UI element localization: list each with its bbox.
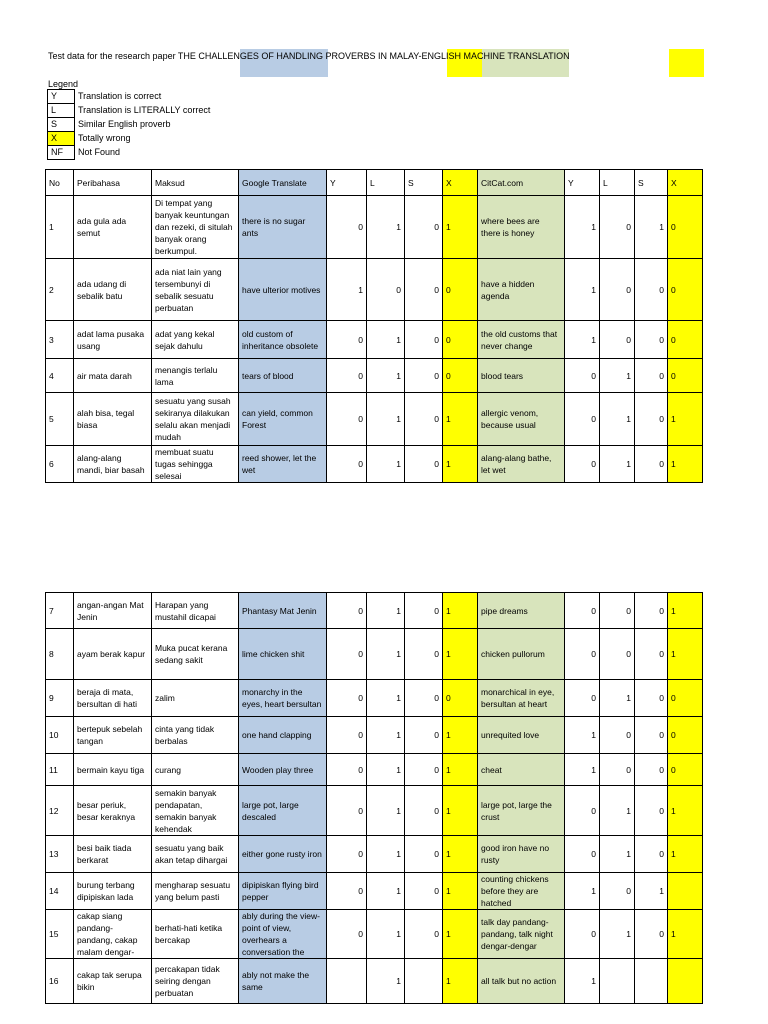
cell-no: 2 — [46, 259, 74, 321]
cell-citcat-l: 0 — [600, 196, 635, 259]
cell-citcat-y: 1 — [565, 754, 600, 786]
cell-google-l: 1 — [367, 786, 405, 836]
cell-google-translate: ably not make the same — [239, 959, 327, 1004]
cell-citcat-x: 0 — [668, 754, 703, 786]
cell-google-l: 1 — [367, 196, 405, 259]
cell-citcat-y: 0 — [565, 836, 600, 873]
cell-maksud: Harapan yang mustahil dicapai — [152, 593, 239, 629]
cell-google-translate: monarchy in the eyes, heart bersultan — [239, 680, 327, 717]
cell-citcat-s: 0 — [635, 680, 668, 717]
cell-google-translate: one hand clapping — [239, 717, 327, 754]
cell-maksud: Di tempat yang banyak keuntungan dan rezeki, di situlah banyak orang berkumpul. — [152, 196, 239, 259]
cell-maksud: menangis terlalu lama — [152, 359, 239, 393]
cell-citcat-l: 1 — [600, 393, 635, 446]
table-row — [46, 359, 703, 393]
cell-no: 11 — [46, 754, 74, 786]
cell-citcat: all talk but no action — [478, 959, 565, 1004]
cell-citcat-s: 0 — [635, 910, 668, 959]
cell-google-translate: either gone rusty iron — [239, 836, 327, 873]
header-peribahasa: Peribahasa — [74, 170, 152, 196]
cell-google-s: 0 — [405, 910, 443, 959]
cell-maksud: berhati-hati ketika bercakap — [152, 910, 239, 959]
cell-google-l: 1 — [367, 359, 405, 393]
cell-citcat-l: 0 — [600, 717, 635, 754]
cell-peribahasa: ayam berak kapur — [74, 629, 152, 680]
cell-google-s: 0 — [405, 359, 443, 393]
cell-citcat-x: 1 — [668, 910, 703, 959]
cell-google-x: 1 — [443, 910, 478, 959]
legend-item — [48, 90, 214, 104]
title-highlight-yellow-right — [669, 49, 704, 77]
table-row — [46, 786, 703, 836]
cell-citcat-y: 0 — [565, 910, 600, 959]
cell-google-translate: Phantasy Mat Jenin — [239, 593, 327, 629]
cell-citcat-l: 1 — [600, 446, 635, 483]
cell-no: 4 — [46, 359, 74, 393]
cell-peribahasa: alang-alang mandi, biar basah — [74, 446, 152, 483]
cell-google-s: 0 — [405, 786, 443, 836]
cell-citcat-y: 0 — [565, 359, 600, 393]
cell-citcat-s: 0 — [635, 393, 668, 446]
cell-google-l: 1 — [367, 680, 405, 717]
cell-citcat: alang-alang bathe, let wet — [478, 446, 565, 483]
table-row — [46, 259, 703, 321]
table-row — [46, 717, 703, 754]
cell-google-translate: Wooden play three — [239, 754, 327, 786]
header-citcat-y: Y — [565, 170, 600, 196]
cell-citcat-y: 0 — [565, 593, 600, 629]
cell-citcat-s: 0 — [635, 359, 668, 393]
cell-google-l: 1 — [367, 754, 405, 786]
cell-no: 14 — [46, 873, 74, 910]
cell-citcat-l: 1 — [600, 359, 635, 393]
header-google-y: Y — [327, 170, 367, 196]
cell-google-s: 0 — [405, 717, 443, 754]
cell-no: 9 — [46, 680, 74, 717]
cell-citcat-x: 1 — [668, 446, 703, 483]
cell-google-y: 0 — [327, 717, 367, 754]
cell-google-l: 1 — [367, 959, 405, 1004]
cell-google-s: 0 — [405, 873, 443, 910]
cell-no: 5 — [46, 393, 74, 446]
cell-google-y: 0 — [327, 196, 367, 259]
table-row — [46, 446, 703, 483]
cell-citcat-s: 0 — [635, 259, 668, 321]
cell-google-x: 1 — [443, 629, 478, 680]
cell-maksud: Muka pucat kerana sedang sakit — [152, 629, 239, 680]
legend-code: NF — [48, 146, 75, 160]
page-title: Test data for the research paper THE CHALLENGES OF HANDLING PROVERBS IN MALAY-ENGLISH MACHINE TRANSLATION — [48, 51, 570, 61]
cell-google-s: 0 — [405, 196, 443, 259]
cell-no: 6 — [46, 446, 74, 483]
cell-google-x: 1 — [443, 786, 478, 836]
cell-google-x: 1 — [443, 754, 478, 786]
legend-code: L — [48, 104, 75, 118]
cell-google-translate: ably during the view-point of view, overhears a conversation the — [239, 910, 327, 959]
cell-citcat-x: 0 — [668, 680, 703, 717]
cell-citcat-x: 0 — [668, 196, 703, 259]
cell-citcat: chicken pullorum — [478, 629, 565, 680]
table-row — [46, 629, 703, 680]
cell-peribahasa: beraja di mata, bersultan di hati — [74, 680, 152, 717]
cell-google-translate: old custom of inheritance obsolete — [239, 321, 327, 359]
cell-google-x: 1 — [443, 446, 478, 483]
cell-google-l: 1 — [367, 873, 405, 910]
cell-google-y: 0 — [327, 593, 367, 629]
cell-google-s: 0 — [405, 259, 443, 321]
header-google-l: L — [367, 170, 405, 196]
cell-maksud: mengharap sesuatu yang belum pasti — [152, 873, 239, 910]
cell-google-translate: tears of blood — [239, 359, 327, 393]
header-no: No — [46, 170, 74, 196]
cell-citcat-l: 0 — [600, 873, 635, 910]
cell-citcat-y: 0 — [565, 393, 600, 446]
cell-citcat-x: 1 — [668, 786, 703, 836]
cell-citcat-s — [635, 959, 668, 1004]
legend-label: Legend — [48, 79, 79, 89]
cell-google-y: 0 — [327, 873, 367, 910]
legend-code: S — [48, 118, 75, 132]
header-citcat-x: X — [668, 170, 703, 196]
cell-citcat-l: 0 — [600, 259, 635, 321]
cell-maksud: sesuatu yang susah sekiranya dilakukan selalu akan menjadi mudah — [152, 393, 239, 446]
cell-google-s: 0 — [405, 321, 443, 359]
cell-google-x: 1 — [443, 836, 478, 873]
cell-citcat-x: 1 — [668, 836, 703, 873]
results-table-1 — [45, 169, 703, 483]
cell-no: 12 — [46, 786, 74, 836]
cell-google-y: 1 — [327, 259, 367, 321]
table-row — [46, 959, 703, 1004]
cell-google-x: 1 — [443, 593, 478, 629]
legend-item — [48, 132, 214, 146]
cell-no: 10 — [46, 717, 74, 754]
cell-no: 15 — [46, 910, 74, 959]
cell-google-y: 0 — [327, 446, 367, 483]
cell-google-y: 0 — [327, 359, 367, 393]
cell-google-s: 0 — [405, 680, 443, 717]
cell-google-l: 1 — [367, 717, 405, 754]
cell-citcat-x: 0 — [668, 259, 703, 321]
table-row — [46, 321, 703, 359]
cell-google-translate: there is no sugar ants — [239, 196, 327, 259]
cell-citcat-s: 0 — [635, 321, 668, 359]
cell-google-s — [405, 959, 443, 1004]
cell-citcat-l: 0 — [600, 593, 635, 629]
cell-citcat-y: 1 — [565, 959, 600, 1004]
cell-no: 7 — [46, 593, 74, 629]
cell-citcat-s: 0 — [635, 786, 668, 836]
cell-citcat-s: 1 — [635, 196, 668, 259]
cell-google-translate: reed shower, let the wet — [239, 446, 327, 483]
cell-peribahasa: burung terbang dipipiskan lada — [74, 873, 152, 910]
cell-no: 13 — [46, 836, 74, 873]
table-header-row — [46, 170, 703, 196]
cell-citcat: where bees are there is honey — [478, 196, 565, 259]
cell-no: 16 — [46, 959, 74, 1004]
cell-peribahasa: adat lama pusaka usang — [74, 321, 152, 359]
cell-citcat: the old customs that never change — [478, 321, 565, 359]
cell-citcat-y: 0 — [565, 629, 600, 680]
cell-citcat-l: 0 — [600, 321, 635, 359]
cell-google-translate: can yield, common Forest — [239, 393, 327, 446]
cell-google-y: 0 — [327, 836, 367, 873]
cell-citcat-x: 0 — [668, 359, 703, 393]
cell-citcat-l: 1 — [600, 910, 635, 959]
cell-google-x: 1 — [443, 196, 478, 259]
cell-google-translate: lime chicken shit — [239, 629, 327, 680]
cell-maksud: semakin banyak pendapatan, semakin banyak kehendak — [152, 786, 239, 836]
cell-google-l: 1 — [367, 910, 405, 959]
cell-citcat-s: 0 — [635, 754, 668, 786]
table-row — [46, 593, 703, 629]
cell-citcat-x: 0 — [668, 321, 703, 359]
cell-google-translate: large pot, large descaled — [239, 786, 327, 836]
cell-google-y — [327, 959, 367, 1004]
cell-citcat-s: 0 — [635, 629, 668, 680]
cell-maksud: sesuatu yang baik akan tetap dihargai — [152, 836, 239, 873]
cell-citcat: allergic venom, because usual — [478, 393, 565, 446]
cell-google-y: 0 — [327, 321, 367, 359]
cell-google-x: 1 — [443, 393, 478, 446]
cell-peribahasa: besi baik tiada berkarat — [74, 836, 152, 873]
cell-citcat-y: 1 — [565, 873, 600, 910]
cell-citcat-x: 1 — [668, 593, 703, 629]
cell-peribahasa: cakap tak serupa bikin — [74, 959, 152, 1004]
cell-google-s: 0 — [405, 393, 443, 446]
legend-item — [48, 104, 214, 118]
cell-peribahasa: besar periuk, besar keraknya — [74, 786, 152, 836]
cell-citcat: counting chickens before they are hatched — [478, 873, 565, 910]
cell-google-x: 1 — [443, 873, 478, 910]
cell-google-y: 0 — [327, 754, 367, 786]
cell-citcat-y: 1 — [565, 321, 600, 359]
cell-citcat-l: 0 — [600, 754, 635, 786]
cell-google-l: 1 — [367, 321, 405, 359]
cell-google-x: 0 — [443, 359, 478, 393]
cell-citcat-l: 1 — [600, 836, 635, 873]
cell-google-x: 0 — [443, 680, 478, 717]
cell-citcat-y: 0 — [565, 446, 600, 483]
legend-item — [48, 118, 214, 132]
header-citcat-l: L — [600, 170, 635, 196]
cell-google-x: 0 — [443, 259, 478, 321]
cell-google-s: 0 — [405, 629, 443, 680]
cell-peribahasa: ada gula ada semut — [74, 196, 152, 259]
cell-peribahasa: bertepuk sebelah tangan — [74, 717, 152, 754]
cell-no: 8 — [46, 629, 74, 680]
legend-text: Similar English proverb — [78, 119, 171, 129]
cell-google-translate: have ulterior motives — [239, 259, 327, 321]
cell-citcat: blood tears — [478, 359, 565, 393]
cell-citcat: cheat — [478, 754, 565, 786]
legend-text: Translation is correct — [78, 91, 162, 101]
cell-peribahasa: ada udang di sebalik batu — [74, 259, 152, 321]
legend-text: Translation is LITERALLY correct — [78, 105, 211, 115]
cell-google-x: 1 — [443, 717, 478, 754]
table-row — [46, 754, 703, 786]
cell-citcat-l: 1 — [600, 786, 635, 836]
cell-google-l: 1 — [367, 446, 405, 483]
cell-no: 3 — [46, 321, 74, 359]
table-row — [46, 680, 703, 717]
legend-text: Not Found — [78, 147, 121, 157]
cell-google-l: 1 — [367, 629, 405, 680]
cell-citcat-x: 0 — [668, 717, 703, 754]
cell-google-l: 0 — [367, 259, 405, 321]
cell-citcat-x — [668, 959, 703, 1004]
cell-google-y: 0 — [327, 393, 367, 446]
cell-google-y: 0 — [327, 680, 367, 717]
cell-citcat-y: 0 — [565, 680, 600, 717]
legend-item — [48, 146, 214, 160]
cell-google-s: 0 — [405, 754, 443, 786]
header-google-translate: Google Translate — [239, 170, 327, 196]
cell-peribahasa: air mata darah — [74, 359, 152, 393]
cell-google-s: 0 — [405, 593, 443, 629]
cell-google-translate: dipipiskan flying bird pepper — [239, 873, 327, 910]
cell-citcat-s: 0 — [635, 717, 668, 754]
cell-google-s: 0 — [405, 836, 443, 873]
header-google-x: X — [443, 170, 478, 196]
cell-google-x: 1 — [443, 959, 478, 1004]
cell-citcat: good iron have no rusty — [478, 836, 565, 873]
cell-citcat: unrequited love — [478, 717, 565, 754]
cell-peribahasa: bermain kayu tiga — [74, 754, 152, 786]
cell-citcat-y: 1 — [565, 717, 600, 754]
legend-text: Totally wrong — [78, 133, 131, 143]
cell-maksud: cinta yang tidak berbalas — [152, 717, 239, 754]
cell-citcat-y: 1 — [565, 196, 600, 259]
legend-table — [47, 89, 214, 160]
header-citcat: CitCat.com — [478, 170, 565, 196]
cell-citcat-l: 1 — [600, 680, 635, 717]
cell-citcat-s: 1 — [635, 873, 668, 910]
cell-citcat-l — [600, 959, 635, 1004]
cell-google-y: 0 — [327, 910, 367, 959]
cell-citcat-x — [668, 873, 703, 910]
cell-peribahasa: alah bisa, tegal biasa — [74, 393, 152, 446]
results-table-2 — [45, 592, 703, 1004]
table-row — [46, 873, 703, 910]
cell-maksud: curang — [152, 754, 239, 786]
cell-citcat-y: 1 — [565, 259, 600, 321]
legend-code: Y — [48, 90, 75, 104]
cell-google-l: 1 — [367, 393, 405, 446]
cell-google-x: 0 — [443, 321, 478, 359]
cell-citcat: pipe dreams — [478, 593, 565, 629]
cell-maksud: percakapan tidak seiring dengan perbuatan — [152, 959, 239, 1004]
cell-citcat-s: 0 — [635, 593, 668, 629]
cell-citcat: have a hidden agenda — [478, 259, 565, 321]
cell-citcat-s: 0 — [635, 446, 668, 483]
cell-maksud: ada niat lain yang tersembunyi di sebalik sesuatu perbuatan — [152, 259, 239, 321]
cell-citcat-s: 0 — [635, 836, 668, 873]
table-row — [46, 196, 703, 259]
cell-peribahasa: angan-angan Mat Jenin — [74, 593, 152, 629]
cell-maksud: membuat suatu tugas sehingga selesai — [152, 446, 239, 483]
header-maksud: Maksud — [152, 170, 239, 196]
cell-citcat: talk day pandang-pandang, talk night dengar-dengar — [478, 910, 565, 959]
cell-citcat-x: 1 — [668, 393, 703, 446]
table-row — [46, 910, 703, 959]
cell-citcat-l: 0 — [600, 629, 635, 680]
cell-no: 1 — [46, 196, 74, 259]
cell-maksud: zalim — [152, 680, 239, 717]
table-row — [46, 393, 703, 446]
cell-google-l: 1 — [367, 836, 405, 873]
cell-maksud: adat yang kekal sejak dahulu — [152, 321, 239, 359]
cell-google-y: 0 — [327, 786, 367, 836]
cell-citcat-y: 0 — [565, 786, 600, 836]
cell-citcat-x: 1 — [668, 629, 703, 680]
cell-google-s: 0 — [405, 446, 443, 483]
cell-peribahasa: cakap siang pandang-pandang, cakap malam dengar- — [74, 910, 152, 959]
cell-citcat: monarchical in eye, bersultan at heart — [478, 680, 565, 717]
cell-citcat: large pot, large the crust — [478, 786, 565, 836]
header-google-s: S — [405, 170, 443, 196]
cell-google-l: 1 — [367, 593, 405, 629]
cell-google-y: 0 — [327, 629, 367, 680]
legend-code: X — [48, 132, 75, 146]
header-citcat-s: S — [635, 170, 668, 196]
table-row — [46, 836, 703, 873]
